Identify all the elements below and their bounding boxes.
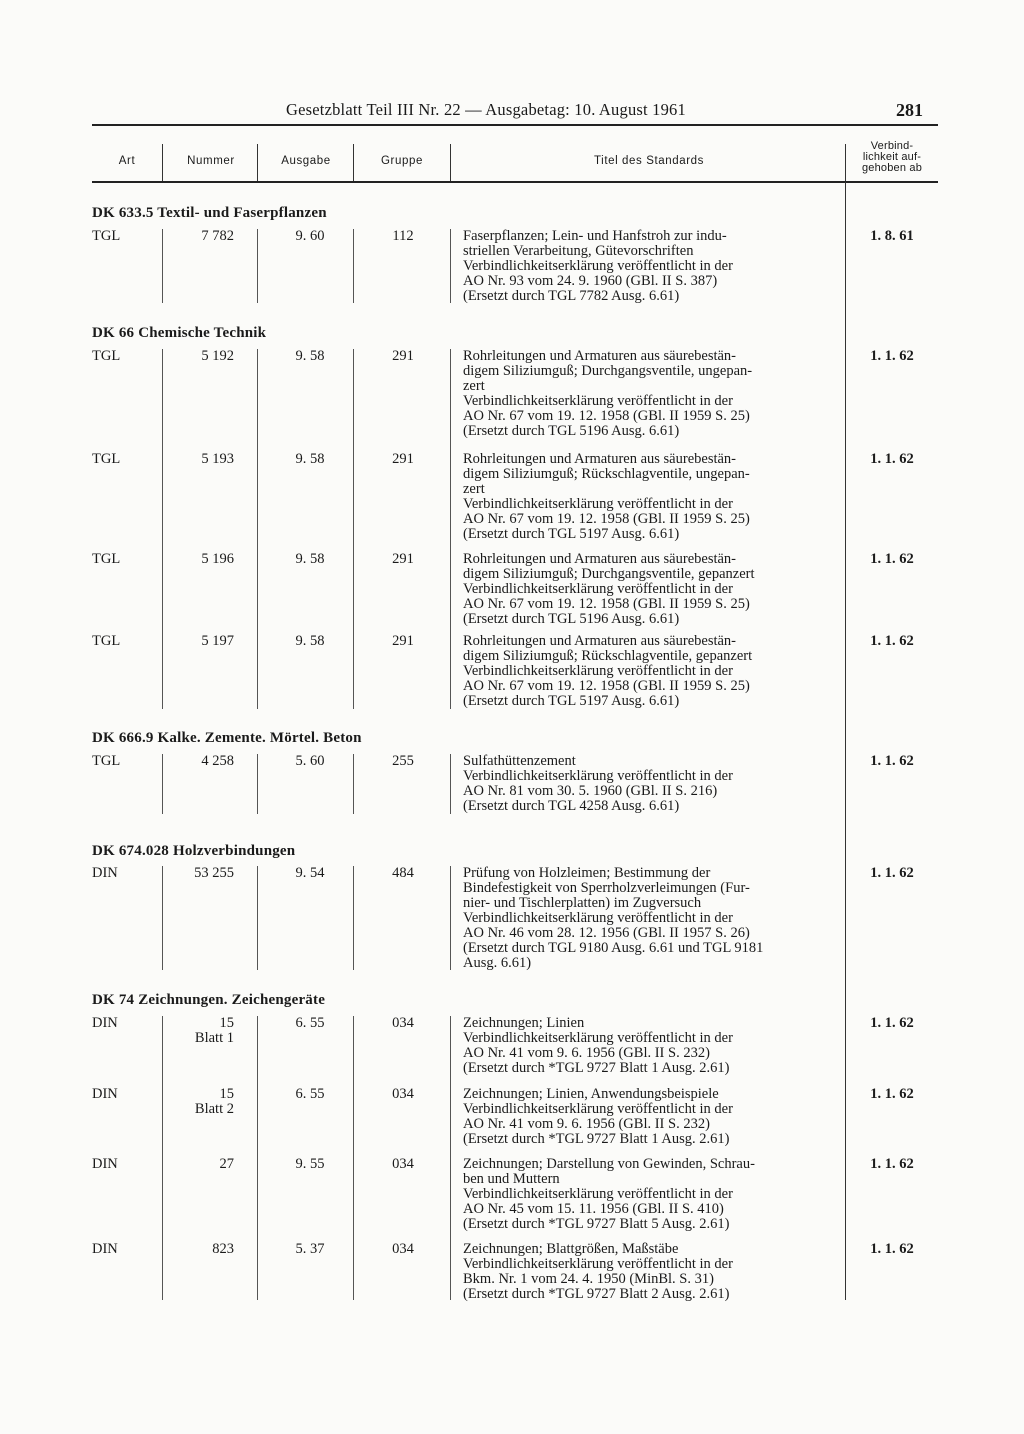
row-divider (353, 1016, 354, 1300)
cell-gruppe: 484 (392, 865, 414, 881)
cell-art: DIN (92, 865, 118, 881)
row-divider (162, 1016, 163, 1300)
header-divider (450, 144, 451, 182)
section-title: DK 66 Chemische Technik (92, 325, 267, 341)
cell-datum: 1. 1. 62 (870, 348, 914, 364)
cell-nummer: 27 (219, 1156, 234, 1172)
cell-gruppe: 034 (392, 1015, 414, 1031)
cell-datum: 1. 1. 62 (870, 1156, 914, 1172)
page-number: 281 (896, 100, 923, 120)
header-divider (257, 144, 258, 182)
row-divider (257, 1016, 258, 1300)
cell-datum: 1. 1. 62 (870, 865, 914, 881)
cell-nummer: 7 782 (201, 228, 234, 244)
column-header-gruppe: Gruppe (381, 155, 423, 167)
cell-ausgabe: 9. 58 (295, 633, 325, 649)
cell-titel: Sulfathüttenzement Verbindlichkeitserklärung veröffentlicht in der AO Nr. 81 vom 30. 5. 1960 (GBl. II S. 216) (Ersetzt durch TGL 4258 Ausg. 6.61) (463, 753, 733, 814)
row-divider (353, 229, 354, 303)
cell-art: TGL (92, 753, 121, 769)
cell-ausgabe: 5. 37 (295, 1241, 325, 1257)
cell-gruppe: 255 (392, 753, 414, 769)
cell-datum: 1. 1. 62 (870, 1241, 914, 1257)
column-header-nummer: Nummer (187, 155, 235, 167)
date-column-divider (845, 182, 846, 1300)
cell-datum: 1. 1. 62 (870, 1015, 914, 1031)
cell-art: DIN (92, 1015, 118, 1031)
cell-ausgabe: 9. 58 (295, 551, 325, 567)
cell-gruppe: 291 (392, 348, 414, 364)
cell-titel: Zeichnungen; Linien Verbindlichkeitserklärung veröffentlicht in der AO Nr. 41 vom 9. 6. 1956 (GBl. II S. 232) (Ersetzt durch *TGL 9727 Blatt 1 Ausg. 2.61) (463, 1015, 733, 1076)
row-divider (450, 754, 451, 814)
row-divider (257, 229, 258, 303)
header-divider (845, 144, 846, 182)
cell-gruppe: 034 (392, 1086, 414, 1102)
cell-nummer: 5 196 (201, 551, 234, 567)
cell-art: TGL (92, 348, 121, 364)
cell-gruppe: 291 (392, 451, 414, 467)
row-divider (450, 349, 451, 709)
row-divider (162, 754, 163, 814)
row-divider (353, 754, 354, 814)
cell-titel: Faserpflanzen; Lein- und Hanfstroh zur indu- striellen Verarbeitung, Gütevorschriften Verbindlichkeitserklärung veröffentlicht in der AO Nr. 93 vom 24. 9. 1960 (GBl. II S. 387) (Ersetzt durch TGL 7782 Ausg. 6.61) (463, 228, 733, 304)
cell-datum: 1. 1. 62 (870, 633, 914, 649)
cell-art: DIN (92, 1086, 118, 1102)
cell-art: DIN (92, 1241, 118, 1257)
row-divider (353, 349, 354, 709)
cell-art: TGL (92, 551, 121, 567)
cell-datum: 1. 1. 62 (870, 753, 914, 769)
section-title: DK 633.5 Textil- und Faserpflanzen (92, 205, 327, 221)
cell-titel: Rohrleitungen und Armaturen aus säurebestän- digem Siliziumguß; Durchgangsventile, ungepan- zert Verbindlichkeitserklärung veröffentlicht in der AO Nr. 67 vom 19. 12. 1958 (GBl. II 1959 S. 25) (Ersetzt durch TGL 5196 Ausg. 6.61) (463, 348, 753, 439)
row-divider (257, 866, 258, 970)
cell-datum: 1. 1. 62 (870, 1086, 914, 1102)
page-header-title: Gesetzblatt Teil III Nr. 22 — Ausgabetag: 10. August 1961 (286, 100, 686, 119)
row-divider (257, 754, 258, 814)
row-divider (353, 866, 354, 970)
row-divider (257, 349, 258, 709)
cell-ausgabe: 6. 55 (295, 1086, 325, 1102)
row-divider (450, 866, 451, 970)
cell-titel: Zeichnungen; Darstellung von Gewinden, Schrau- ben und Muttern Verbindlichkeitserklärung veröffentlicht in der AO Nr. 45 vom 15. 11. 1956 (GBl. II S. 410) (Ersetzt durch *TGL 9727 Blatt 5 Ausg. 2.61) (463, 1156, 755, 1232)
cell-ausgabe: 9. 55 (295, 1156, 325, 1172)
cell-gruppe: 291 (392, 633, 414, 649)
cell-ausgabe: 9. 54 (295, 865, 325, 881)
cell-datum: 1. 1. 62 (870, 551, 914, 567)
cell-nummer: 53 255 (194, 865, 234, 881)
cell-nummer: 823 (212, 1241, 234, 1257)
cell-titel: Zeichnungen; Blattgrößen, Maßstäbe Verbindlichkeitserklärung veröffentlicht in der Bkm. Nr. 1 vom 24. 4. 1950 (MinBl. S. 31) (Ersetzt durch *TGL 9727 Blatt 2 Ausg. 2.61) (463, 1241, 733, 1302)
cell-ausgabe: 9. 58 (295, 348, 325, 364)
cell-nummer: 15 Blatt 1 (194, 1015, 234, 1046)
column-header-art: Art (118, 155, 136, 167)
section-title: DK 674.028 Holzverbindungen (92, 843, 296, 859)
cell-art: TGL (92, 228, 121, 244)
row-divider (450, 1016, 451, 1300)
cell-titel: Prüfung von Holzleimen; Bestimmung der Bindefestigkeit von Sperrholzverleimungen (Fur- nier- und Tischlerplatten) im Zugversuch Verbindlichkeitserklärung veröffentlicht in der AO Nr. 46 vom 28. 12. 1956 (GBl. II 1957 S. 26) (Ersetzt durch TGL 9180 Ausg. 6.61 und TGL 9181 Ausg. 6.61) (463, 865, 764, 971)
cell-datum: 1. 1. 62 (870, 451, 914, 467)
cell-nummer: 5 193 (201, 451, 234, 467)
header-divider (162, 144, 163, 182)
cell-ausgabe: 9. 58 (295, 451, 325, 467)
cell-titel: Rohrleitungen und Armaturen aus säurebestän- digem Siliziumguß; Durchgangsventile, gepanzert Verbindlichkeitserklärung veröffentlicht in der AO Nr. 67 vom 19. 12. 1958 (GBl. II 1959 S. 25) (Ersetzt durch TGL 5196 Ausg. 6.61) (463, 551, 755, 627)
row-divider (450, 229, 451, 303)
cell-titel: Zeichnungen; Linien, Anwendungsbeispiele Verbindlichkeitserklärung veröffentlicht in der AO Nr. 41 vom 9. 6. 1956 (GBl. II S. 232) (Ersetzt durch *TGL 9727 Blatt 1 Ausg. 2.61) (463, 1086, 733, 1147)
row-divider (162, 866, 163, 970)
row-divider (162, 229, 163, 303)
cell-nummer: 5 197 (201, 633, 234, 649)
column-header-ausgabe: Ausgabe (281, 155, 331, 167)
cell-gruppe: 291 (392, 551, 414, 567)
column-header-verbindlichkeit: Verbind- lichkeit auf- gehoben ab (861, 140, 923, 174)
cell-nummer: 5 192 (201, 348, 234, 364)
cell-nummer: 4 258 (201, 753, 234, 769)
cell-datum: 1. 8. 61 (870, 228, 914, 244)
table-header-rule (92, 181, 938, 183)
cell-ausgabe: 5. 60 (295, 753, 325, 769)
cell-gruppe: 112 (392, 228, 414, 244)
cell-nummer: 15 Blatt 2 (194, 1086, 234, 1117)
cell-ausgabe: 6. 55 (295, 1015, 325, 1031)
row-divider (162, 349, 163, 709)
cell-gruppe: 034 (392, 1241, 414, 1257)
cell-gruppe: 034 (392, 1156, 414, 1172)
header-rule (92, 124, 938, 126)
cell-art: TGL (92, 451, 121, 467)
section-title: DK 74 Zeichnungen. Zeichengeräte (92, 992, 326, 1008)
cell-art: DIN (92, 1156, 118, 1172)
cell-titel: Rohrleitungen und Armaturen aus säurebestän- digem Siliziumguß; Rückschlagventile, gepanzert Verbindlichkeitserklärung veröffentlicht in der AO Nr. 67 vom 19. 12. 1958 (GBl. II 1959 S. 25) (Ersetzt durch TGL 5197 Ausg. 6.61) (463, 633, 753, 709)
cell-ausgabe: 9. 60 (295, 228, 325, 244)
cell-titel: Rohrleitungen und Armaturen aus säurebestän- digem Siliziumguß; Rückschlagventile, ungepan- zert Verbindlichkeitserklärung veröffentlicht in der AO Nr. 67 vom 19. 12. 1958 (GBl. II 1959 S. 25) (Ersetzt durch TGL 5197 Ausg. 6.61) (463, 451, 750, 542)
header-divider (353, 144, 354, 182)
column-header-titel: Titel des Standards (593, 155, 705, 167)
section-title: DK 666.9 Kalke. Zemente. Mörtel. Beton (92, 730, 362, 746)
cell-art: TGL (92, 633, 121, 649)
